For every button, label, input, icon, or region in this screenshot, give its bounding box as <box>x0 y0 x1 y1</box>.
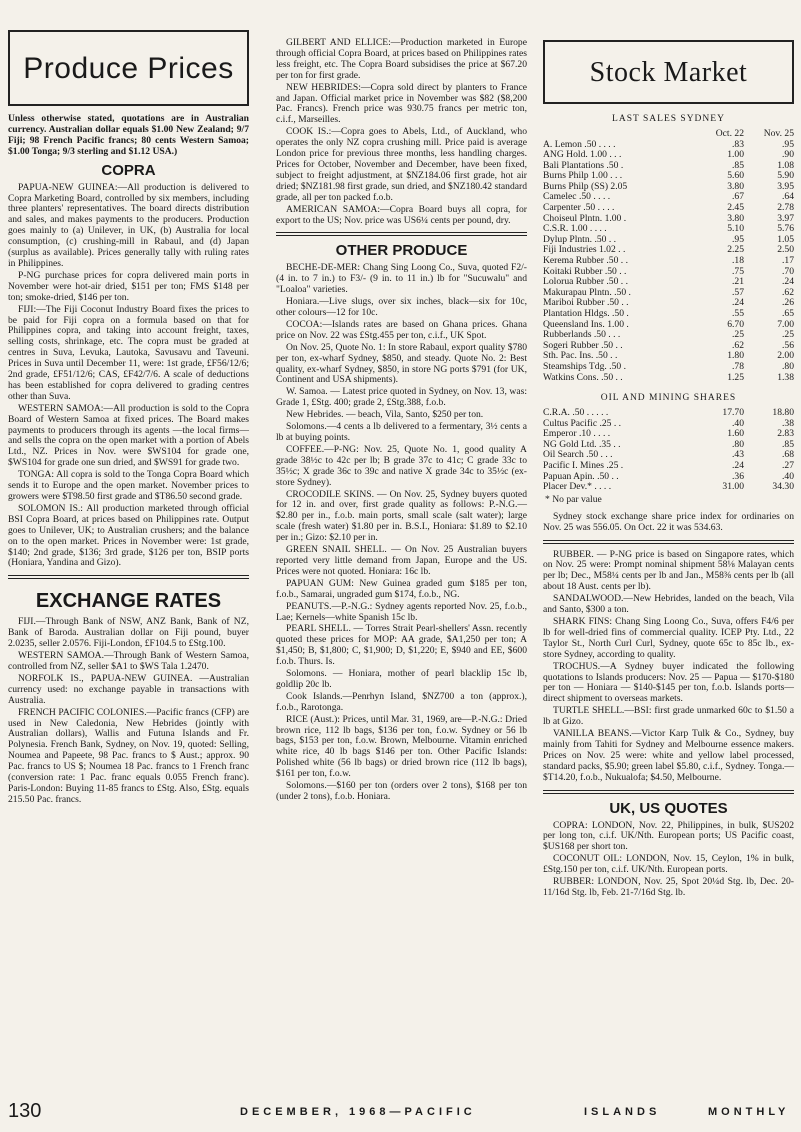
paragraph: FIJI.—Through Bank of NSW, ANZ Bank, Bank of NZ, Bank of Baroda. Australian dollar on Fiji pound, buyer 2.0235, seller 2.0576. Fiji-London, £F104.5 to £Stg.100. <box>8 616 249 650</box>
price-nov: 2.78 <box>777 202 794 214</box>
price-oct: 1.00 <box>727 149 744 161</box>
middle-column <box>276 38 527 804</box>
table-row <box>543 309 794 320</box>
price-oct: .67 <box>732 191 744 203</box>
price-nov: 5.76 <box>777 223 794 235</box>
price-oct: 5.10 <box>727 223 744 235</box>
paragraph: NORFOLK IS., PAPUA-NEW GUINEA. —Australian currency used: no exchange payable in transactions with Australia. <box>8 672 249 706</box>
paragraph: Honiara.—Live slugs, over six inches, black—six for 10c, other colours—12 for 10c. <box>276 296 527 319</box>
oil-table <box>543 408 794 493</box>
exchange-section <box>8 617 249 805</box>
oct-header: Oct. 22 <box>715 127 744 139</box>
divider <box>8 575 249 579</box>
price-nov: 7.00 <box>777 318 794 330</box>
stock-name: Mariboi Rubber .50 . . <box>543 297 629 309</box>
intro-note: Unless otherwise stated, quotations are in Australian currency. Australian dollar equals $1.00 New Zealand; 9/7 Fiji; 98 French Pacific francs; 80 cents Western Samoa; $1.00 Tonga; 9/3 sterling and $1.12 USA.) <box>8 113 249 157</box>
price-nov: 2.00 <box>777 350 794 362</box>
price-nov: .80 <box>782 360 794 372</box>
nov-header: Nov. 25 <box>763 127 794 139</box>
paragraph: PEARL SHELL. — Torres Strait Pearl-shellers' Assn. recently quoted these prices for MOP: AA grade, $A1,250 per ton; A $1,450; B, $1,800; C, $1,900; D, $1,220; E, $940 and EE, $600 f.o.b. Thurs. Is. <box>276 623 527 668</box>
price-oct: .24 <box>732 297 744 309</box>
paragraph: COCOA:—Islands rates are based on Ghana prices. Ghana price on Nov. 22 was £Stg.455 per ton, c.i.f., UK Spot. <box>276 318 527 341</box>
stock-name: Steamships Tdg. .50 . <box>543 360 626 372</box>
left-column <box>8 30 249 807</box>
paragraph: PAPUAN GUM: New Guinea graded gum $185 per ton, f.o.b., Samarai, ungraded gum $174, f.o.b., NG. <box>276 577 527 600</box>
stock-name: Queensland Ins. 1.00 . <box>543 318 629 330</box>
price-oct: .55 <box>732 308 744 319</box>
copra-section <box>8 183 249 570</box>
paragraph: SOLOMON IS.: All production marketed through official BSI Copra Board, at prices based on Philippines rate. Output goes to Unilever, UK; to Australian crushers; and the balance on to the open market. Prices in November were: 1st grade, $140; 2nd grade, $136; 3rd grade, $126 per ton, BSIP ports (Honiara, Yandina and Gizo). <box>8 502 249 569</box>
stock-name: Burns Philp (SS) 2.05 <box>543 180 628 192</box>
price-oct: .21 <box>732 276 744 288</box>
copra-heading: COPRA <box>101 161 156 179</box>
footer-date: DECEMBER, 1968—PACIFIC <box>240 1106 476 1118</box>
stock-table <box>543 129 794 383</box>
paragraph: COOK IS.:—Copra goes to Abels, Ltd., of Auckland, who operates the only NZ copra crushing mill. Price paid is average London price for previous three months, less handling charges. Prices for October, November and December, have been fixed, subject to freight adjustment, at $NZ184.06 first grade, hot air dried; $NZ181.98 first grade, sun dried, and $NZ180.42 standard grade, all per ton packed f.o.b. <box>276 126 527 203</box>
stock-name: ANG Hold. 1.00 . . . <box>543 149 622 161</box>
stock-name: Carpenter .50 . . . . <box>543 202 615 214</box>
stock-name: Fiji Industries 1.02 . . <box>543 244 626 256</box>
price-nov: 5.90 <box>777 170 794 182</box>
paragraph: VANILLA BEANS.—Victor Karp Tulk & Co., Sydney, buy mainly from Tahiti for Sydney and Melbourne essence makers. Prices on Nov. 25 were: white and yellow label processed, standard packs, $5.90; green label $5.80, c.i.f., Sydney. Tonga.— $T14.20, f.o.b., Nukualofa; $4.50, Melbourne. <box>543 728 794 783</box>
page-footer <box>8 1100 798 1124</box>
right-column <box>543 40 794 900</box>
paragraph: FRENCH PACIFIC COLONIES.—Pacific francs (CFP) are used in New Caledonia, New Hebrides (jointly with Australian dollars), Wallis and Futuna Islands and Fr. Polynesia. French Bank, Sydney, on Nov. 19, quoted: Selling, Noumea and Papeete, 98 Pac. francs to $ Aust.; approx. 90 Pac. francs to US $; Noumea 18 Pac. francs to 1 French franc (conversion rate: 1 Pac. franc equals 0.055 French franc). Paris-London: Buying 11-85 francs to £Stg. Also, £Stg. equals 215.50 Pac. francs. <box>8 706 249 805</box>
price-oct: .80 <box>732 438 744 450</box>
stock-name: Rubberlands .50 . . . <box>543 329 621 341</box>
table-row <box>543 362 794 373</box>
paragraph: SANDALWOOD.—New Hebrides, landed on the beach, Vila and Santo, $300 a ton. <box>543 593 794 616</box>
stock-name: NG Gold Ltd. .35 . . <box>543 438 621 450</box>
paragraph: Solomons.—4 cents a lb delivered to a fermentary, 3½ cents a lb at buying points. <box>276 421 527 443</box>
paragraph: RUBBER: LONDON, Nov. 25, Spot 20¼d Stg. lb, Dec. 20-11/16d Stg. lb, Feb. 21-7/16d Stg. lb. <box>543 876 794 898</box>
paragraph: P-NG purchase prices for copra delivered main ports in November were hot-air dried, $151 per ton; FMS $148 per ton; smoke-dried, $146 per ton. <box>8 269 249 303</box>
paragraph: W. Samoa. — Latest price quoted in Sydney, on Nov. 13, was: Grade 1, £Stg. 400; grade 2, £Stg.388, f.o.b. <box>276 386 527 409</box>
paragraph: WESTERN SAMOA.—Through Bank of Western Samoa, controlled from NZ, seller $A1 to $WS Tala 1.2470. <box>8 650 249 672</box>
paragraph: Solomons. — Honiara, mother of pearl blacklip 15c lb, goldlip 20c lb. <box>276 668 527 690</box>
stock-name: Choiseul Plntn. 1.00 . <box>543 212 627 224</box>
stock-name: Papuan Apin. .50 . . <box>543 470 619 482</box>
price-nov: 1.08 <box>777 159 794 171</box>
price-oct: 17.70 <box>722 407 744 419</box>
stock-name: Watkins Cons. .50 . . <box>543 371 623 383</box>
stock-name: Sogeri Rubber .50 . . <box>543 339 623 351</box>
produce-prices-title: Produce Prices <box>8 30 249 106</box>
paragraph: NEW HEBRIDES:—Copra sold direct by planters to France and Japan. Official market price in November was $82 ($8,200 Pac. Francs). French price was 930.75 francs per metric ton, c.i.f., Marseilles. <box>276 81 527 126</box>
price-oct: .57 <box>732 286 744 298</box>
paragraph: Solomons.—$160 per ton (orders over 2 tons), $168 per ton (under 2 tons), f.o.b. Honiara. <box>276 780 527 802</box>
divider <box>276 232 527 236</box>
stock-name: Placer Dev.* . . . . <box>543 481 612 493</box>
price-nov: .65 <box>782 308 794 319</box>
divider <box>543 540 794 544</box>
paragraph: AMERICAN SAMOA:—Copra Board buys all copra, for export to the US; Nov. price was US6¼ cents per pound, dry. <box>276 203 527 226</box>
stock-name: C.S.R. 1.00 . . . . <box>543 223 607 235</box>
paragraph: TURTLE SHELL.—BSI: first grade unmarked 60c to $1.50 a lb at Gizo. <box>543 705 794 728</box>
stock-name: Makurapau Plntn. .50 . <box>543 286 631 298</box>
price-nov: .56 <box>782 339 794 351</box>
paragraph: COCONUT OIL: LONDON, Nov. 15, Ceylon, 1% in bulk, £Stg.150 per ton, c.i.f. UK/Nth. European ports. <box>543 853 794 876</box>
price-oct: .95 <box>732 233 744 245</box>
price-nov: .38 <box>782 417 794 429</box>
paragraph: RUBBER. — P-NG price is based on Singapore rates, which on Nov. 25 were: Prompt nominal shipment 58⅛ Malayan cents per lb; Dec., M58¼ cents per lb and Jan., M58⅜ cents per lb (all about 18 Aust. cents per lb). <box>543 548 794 593</box>
price-nov: .85 <box>782 438 794 450</box>
stock-name: Camelec .50 . . . . <box>543 191 611 203</box>
paragraph: PEANUTS.—P.-N.G.: Sydney agents reported Nov. 25, f.o.b., Lae; Kernels—white Spanish 15c lb. <box>276 600 527 623</box>
price-oct: 2.45 <box>727 202 744 214</box>
stock-name: Loloruа Rubber .50 . . <box>543 276 628 288</box>
price-nov: .70 <box>782 265 794 277</box>
price-oct: .83 <box>732 138 744 150</box>
paragraph: COPRA: LONDON, Nov. 22, Philippines, in bulk, $US202 per long ton, c.i.f. UK/Nth. European ports; US Pacific coast, $US168 per short ton. <box>543 819 794 853</box>
paragraph: FIJI:—The Fiji Coconut Industry Board fixes the prices to be paid for Fiji copra on a formula based on that for Philippines copra, and taking into account freight, taxes, selling costs, shrinkage, etc. The copra must be graded at centres in Suva, Levuka, Lautoka, Savusavu and Taveuni. Prices in Suva until December 11, were: 1st grade, £F56/12/6; 2nd grade, £F51/12/6; CAS, £F42/7/6. A scale of deductions has been established for copra delivered to grading centres other than Suva. <box>8 303 249 402</box>
price-nov: 18.80 <box>772 407 794 419</box>
price-nov: 2.50 <box>777 244 794 256</box>
price-nov: .40 <box>782 470 794 482</box>
stock-name: Oil Search .50 . . . <box>543 449 613 461</box>
footer-monthly: MONTHLY <box>708 1106 790 1118</box>
oil-mining-heading: OIL AND MINING SHARES <box>600 393 737 404</box>
footer-islands: ISLANDS <box>584 1106 661 1118</box>
price-oct: .40 <box>732 417 744 429</box>
price-nov: 2.83 <box>777 428 794 440</box>
paragraph: Cook Islands.—Penrhyn Island, $NZ700 a ton (approx.), f.o.b., Rarotonga. <box>276 690 527 713</box>
price-oct: 3.80 <box>727 212 744 224</box>
paragraph: COFFEE.—P-NG: Nov. 25, Quote No. 1, good quality A grade 38½c to 42c per lb; B grade 37c to 41c; C grade 33c to 35½c; X grade 36c to 39c and native X grade 34c to 35½c (ex-store Sydney). <box>276 443 527 488</box>
paragraph: CROCODILE SKINS. — On Nov. 25, Sydney buyers quoted for 12 in. and over, first grade quality as follows: P.-N.G.— $2.80 per in., f.o.b. main ports, small scale (salt water); large scale (fresh water) $1.80 per in. B.S.I., Honiara: $1.89 to $2.10 per in.; Gizo: $2.10 per in. <box>276 488 527 544</box>
price-oct: 1.60 <box>727 428 744 440</box>
price-oct: .43 <box>732 449 744 461</box>
paragraph: On Nov. 25, Quote No. 1: In store Rabaul, export quality $780 per ton, ex-wharf Sydney, $850, and steady. Quote No. 2: Best quality, ex-wharf Sydney, $850, in store NG ports $791 (for UK, Continent and USA shipments). <box>276 341 527 386</box>
last-sales-label: LAST SALES SYDNEY <box>612 114 725 124</box>
stock-name: Plantation Hldgs. .50 . <box>543 308 629 319</box>
price-nov: 34.30 <box>772 481 794 493</box>
paragraph: TONGA: All copra is sold to the Tonga Copra Board which sends it to Europe and the open market. November prices to growers were $T98.50 first grade and $T86.50 second grade. <box>8 469 249 502</box>
price-nov: .62 <box>782 286 794 298</box>
price-nov: 3.95 <box>777 180 794 192</box>
no-par-note: * No par value <box>545 493 602 505</box>
price-oct: .85 <box>732 159 744 171</box>
price-nov: .95 <box>782 138 794 150</box>
paragraph: TROCHUS.—A Sydney buyer indicated the following quotations to Islands producers: Nov. 25 — Papua — $170-$180 per ton — Honiara — $140-$145 per ton, f.o.b. Islands ports—direct shipment to overseas markets. <box>543 660 794 705</box>
stock-header-row <box>543 129 794 140</box>
stock-name: Burns Philp 1.00 . . . <box>543 170 623 182</box>
price-nov: 1.05 <box>777 233 794 245</box>
divider <box>543 790 794 794</box>
price-nov: .24 <box>782 276 794 288</box>
index-note: Sydney stock exchange share price index for ordinaries on Nov. 25 was 556.05. On Oct. 22 it was 534.63. <box>543 510 794 533</box>
other-produce-heading: OTHER PRODUCE <box>335 242 468 260</box>
commodities-section <box>543 550 794 784</box>
paragraph: BECHE-DE-MER: Chang Sing Loong Co., Suva, quoted F2/- (4 in. to 7 in.) to F3/- (9 in. to 11 in.) lb for "Sucuwalu" and "Loaloa" varieties. <box>276 262 527 296</box>
stock-name: Koitaki Rubber .50 . . <box>543 265 627 277</box>
price-oct: 1.80 <box>727 350 744 362</box>
stock-name: A. Lemon .50 . . . . <box>543 138 616 150</box>
other-produce-section <box>276 263 527 803</box>
paragraph: PAPUA-NEW GUINEA:—All production is delivered to Copra Marketing Board, controlled by six members, including three planters' representatives. The board directs distribution and sales, and makes payments to the producers. Production goes mainly to (a) Unilever, in UK, (b) Australia for local consumption, (c) crushing-mill in Rabaul, and (d) Japan (surplus as available). Prices generally tally with ruling rates in Philippines. <box>8 181 249 269</box>
stock-name: Pacific I. Mines .25 . <box>543 460 624 472</box>
price-nov: .90 <box>782 149 794 161</box>
stock-name: Cultus Pacific .25 . . <box>543 417 622 429</box>
price-oct: .78 <box>732 360 744 372</box>
price-nov: 3.97 <box>777 212 794 224</box>
price-oct: 5.60 <box>727 170 744 182</box>
stock-name: Dylup Plntn. .50 . . <box>543 233 617 245</box>
price-nov: .26 <box>782 297 794 309</box>
table-row <box>543 482 794 493</box>
price-oct: .36 <box>732 470 744 482</box>
price-oct: .18 <box>732 255 744 267</box>
paragraph: RICE (Aust.): Prices, until Mar. 31, 1969, are—P.-N.G.: Dried brown rice, 112 lb bags, $136 per ton, f.o.w. Sydney or 56 lb bags, $153 per ton, f.o.w. Brown, Melbourne. Vitamin enriched white rice, 40 lb bags $146 per ton. Other Pacific Islands: Polished white (56 lb bags) or dried brown rice (112 lb bags), $161 per ton, f.o.w. <box>276 713 527 780</box>
price-oct: .24 <box>732 460 744 472</box>
paragraph: GILBERT AND ELLICE:—Production marketed in Europe through official Copra Board, at prices based on Philippines rates less freight, etc. The Copra Board subsidises the price at $67.20 per ton for first grade. <box>276 37 527 81</box>
copra-continued <box>276 38 527 226</box>
paragraph: WESTERN SAMOA:—All production is sold to the Copra Board of Western Samoa at fixed prices. The Board makes payments to producers through its agents —the local firms—and sells the copra on the open market with a portion of Abels Ltd., NZ. Prices in Nov. were $WS104 for grade one, $WS104 for grade one sun dried, and $WS91 for grade two. <box>8 402 249 469</box>
stock-market-title: Stock Market <box>543 40 794 104</box>
stock-name: C.R.A. .50 . . . . . <box>543 407 609 419</box>
stock-name: Bali Plantations .50 . <box>543 159 624 171</box>
price-oct: .62 <box>732 339 744 351</box>
price-nov: .17 <box>782 255 794 267</box>
price-nov: 1.38 <box>777 371 794 383</box>
paragraph: GREEN SNAIL SHELL. — On Nov. 25 Australian buyers reported very little demand from Japan, Europe and the US. Prices were not quoted. Honiara: 16c lb. <box>276 544 527 577</box>
stock-name: Sth. Pac. Ins. .50 . . <box>543 350 618 362</box>
stock-name: Emperor .10 . . . . <box>543 428 611 440</box>
price-oct: 1.25 <box>727 371 744 383</box>
price-oct: 31.00 <box>722 481 744 493</box>
price-oct: 6.70 <box>727 318 744 330</box>
page-number: 130 <box>8 1100 42 1122</box>
price-oct: 2.25 <box>727 244 744 256</box>
uk-us-quotes-section <box>543 821 794 899</box>
paragraph: SHARK FINS: Chang Sing Loong Co., Suva, offers F4/6 per lb for well-dried fins of commercial quality. ICEP Pty. Ltd., 22 Taylor St., North Curl Curl, Sydney, quote 65c to 85c lb., ex-store Sydney, according to quality. <box>543 615 794 660</box>
price-nov: .64 <box>782 191 794 203</box>
stock-name: Kerema Rubber .50 . . <box>543 255 628 267</box>
price-oct: .25 <box>732 329 744 341</box>
price-nov: .68 <box>782 449 794 461</box>
price-nov: .25 <box>782 329 794 341</box>
table-row <box>543 373 794 384</box>
paragraph: New Hebrides. — beach, Vila, Santo, $250 per ton. <box>286 409 484 421</box>
price-nov: .27 <box>782 460 794 472</box>
uk-us-quotes-heading: UK, US QUOTES <box>609 799 728 817</box>
price-oct: .75 <box>732 265 744 277</box>
price-oct: 3.80 <box>727 180 744 192</box>
exchange-rates-heading: EXCHANGE RATES <box>35 590 222 613</box>
